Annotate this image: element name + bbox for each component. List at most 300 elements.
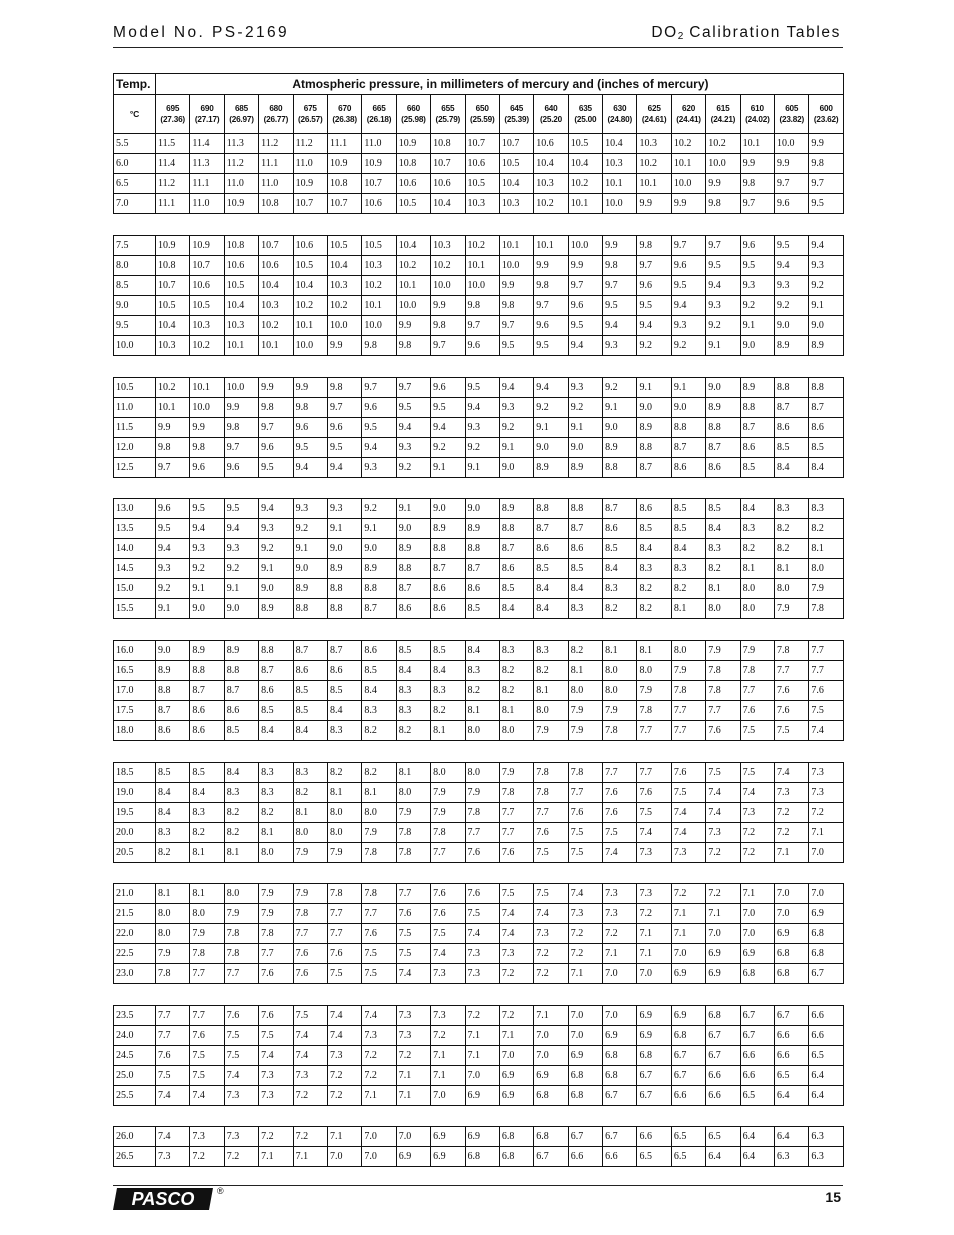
oxygen-value-cell: 6.8 xyxy=(603,1046,637,1066)
oxygen-value-cell: 7.7 xyxy=(706,701,740,721)
calibration-table-block xyxy=(113,377,844,478)
oxygen-value-cell: 7.5 xyxy=(431,924,465,944)
oxygen-value-cell: 8.5 xyxy=(259,701,293,721)
oxygen-value-cell: 8.4 xyxy=(327,701,361,721)
oxygen-value-cell: 7.6 xyxy=(534,823,568,843)
oxygen-value-cell: 9.7 xyxy=(465,316,499,336)
table-row xyxy=(114,1026,844,1046)
oxygen-value-cell: 8.2 xyxy=(327,763,361,783)
oxygen-value-cell: 6.8 xyxy=(603,1066,637,1086)
oxygen-value-cell: 7.4 xyxy=(706,803,740,823)
table-row xyxy=(114,559,844,579)
oxygen-value-cell: 8.5 xyxy=(396,641,430,661)
oxygen-value-cell: 9.5 xyxy=(603,296,637,316)
oxygen-value-cell: 7.1 xyxy=(465,1026,499,1046)
oxygen-value-cell: 11.2 xyxy=(293,134,327,154)
oxygen-value-cell: 10.5 xyxy=(327,236,361,256)
oxygen-value-cell: 9.9 xyxy=(499,276,533,296)
oxygen-value-cell: 7.6 xyxy=(637,783,671,803)
oxygen-value-cell: 8.1 xyxy=(293,803,327,823)
oxygen-value-cell: 9.1 xyxy=(706,336,740,356)
pressure-inches: (24.80) xyxy=(607,115,633,124)
table-row xyxy=(114,236,844,256)
pressure-inches: (25.20 xyxy=(539,115,562,124)
oxygen-value-cell: 10.3 xyxy=(156,336,190,356)
temp-cell: 9.5 xyxy=(114,316,156,336)
oxygen-value-cell: 6.9 xyxy=(534,1066,568,1086)
oxygen-value-cell: 10.4 xyxy=(259,276,293,296)
oxygen-value-cell: 7.5 xyxy=(603,823,637,843)
oxygen-value-cell: 7.0 xyxy=(327,1147,361,1167)
oxygen-value-cell: 7.5 xyxy=(465,904,499,924)
oxygen-value-cell: 8.7 xyxy=(637,458,671,478)
oxygen-value-cell: 10.8 xyxy=(156,256,190,276)
oxygen-value-cell: 7.3 xyxy=(637,843,671,863)
oxygen-value-cell: 8.1 xyxy=(396,763,430,783)
oxygen-value-cell: 6.8 xyxy=(465,1147,499,1167)
oxygen-value-cell: 9.7 xyxy=(775,174,809,194)
oxygen-value-cell: 8.7 xyxy=(603,499,637,519)
oxygen-value-cell: 10.2 xyxy=(637,154,671,174)
oxygen-value-cell: 10.9 xyxy=(293,174,327,194)
oxygen-value-cell: 7.8 xyxy=(465,803,499,823)
oxygen-value-cell: 10.9 xyxy=(396,134,430,154)
oxygen-value-cell: 7.9 xyxy=(671,661,705,681)
oxygen-value-cell: 11.2 xyxy=(156,174,190,194)
oxygen-value-cell: 8.2 xyxy=(499,661,533,681)
oxygen-value-cell: 9.2 xyxy=(568,398,602,418)
oxygen-value-cell: 8.0 xyxy=(156,924,190,944)
oxygen-value-cell: 7.9 xyxy=(637,681,671,701)
oxygen-value-cell: 6.4 xyxy=(809,1086,843,1106)
oxygen-value-cell: 7.0 xyxy=(603,1006,637,1026)
oxygen-value-cell: 10.1 xyxy=(603,174,637,194)
oxygen-value-cell: 11.3 xyxy=(224,134,258,154)
oxygen-value-cell: 6.7 xyxy=(775,1006,809,1026)
oxygen-value-cell: 8.1 xyxy=(190,843,224,863)
oxygen-value-cell: 7.5 xyxy=(156,1066,190,1086)
pressure-inches: (25.00 xyxy=(574,115,597,124)
oxygen-value-cell: 10.1 xyxy=(465,256,499,276)
oxygen-value-cell: 7.0 xyxy=(499,1046,533,1066)
oxygen-value-cell: 6.9 xyxy=(499,1086,533,1106)
oxygen-value-cell: 7.7 xyxy=(499,803,533,823)
oxygen-value-cell: 7.3 xyxy=(431,1006,465,1026)
oxygen-value-cell: 9.0 xyxy=(259,579,293,599)
oxygen-value-cell: 7.4 xyxy=(465,924,499,944)
oxygen-value-cell: 7.8 xyxy=(293,904,327,924)
pressure-inches: (23.62) xyxy=(813,115,839,124)
oxygen-value-cell: 10.7 xyxy=(431,154,465,174)
oxygen-value-cell: 7.3 xyxy=(603,904,637,924)
oxygen-value-cell: 8.6 xyxy=(224,701,258,721)
pressure-column-header xyxy=(362,95,396,134)
oxygen-value-cell: 8.5 xyxy=(637,519,671,539)
oxygen-value-cell: 7.4 xyxy=(775,763,809,783)
oxygen-value-cell: 7.7 xyxy=(775,661,809,681)
table-row xyxy=(114,641,844,661)
temp-cell: 14.5 xyxy=(114,559,156,579)
oxygen-value-cell: 8.9 xyxy=(190,641,224,661)
oxygen-value-cell: 8.0 xyxy=(740,579,774,599)
table-row xyxy=(114,783,844,803)
oxygen-value-cell: 8.5 xyxy=(293,701,327,721)
oxygen-value-cell: 10.1 xyxy=(534,236,568,256)
oxygen-value-cell: 10.6 xyxy=(396,174,430,194)
oxygen-value-cell: 8.1 xyxy=(637,641,671,661)
oxygen-value-cell: 10.2 xyxy=(396,256,430,276)
oxygen-value-cell: 7.0 xyxy=(362,1147,396,1167)
oxygen-value-cell: 8.4 xyxy=(156,783,190,803)
oxygen-value-cell: 7.0 xyxy=(534,1046,568,1066)
oxygen-value-cell: 10.6 xyxy=(259,256,293,276)
oxygen-value-cell: 7.4 xyxy=(706,783,740,803)
oxygen-value-cell: 8.0 xyxy=(224,884,258,904)
oxygen-value-cell: 7.9 xyxy=(775,599,809,619)
oxygen-value-cell: 7.1 xyxy=(431,1066,465,1086)
oxygen-value-cell: 8.2 xyxy=(740,539,774,559)
oxygen-value-cell: 8.9 xyxy=(465,519,499,539)
oxygen-value-cell: 7.3 xyxy=(809,763,843,783)
pressure-inches: (23.82) xyxy=(779,115,804,124)
oxygen-value-cell: 10.2 xyxy=(534,194,568,214)
oxygen-value-cell: 7.2 xyxy=(499,1006,533,1026)
oxygen-value-cell: 8.8 xyxy=(603,458,637,478)
temp-cell: 12.5 xyxy=(114,458,156,478)
oxygen-value-cell: 7.9 xyxy=(431,803,465,823)
oxygen-value-cell: 7.2 xyxy=(706,884,740,904)
oxygen-value-cell: 8.1 xyxy=(362,783,396,803)
oxygen-value-cell: 9.5 xyxy=(465,378,499,398)
oxygen-value-cell: 8.3 xyxy=(603,579,637,599)
pressure-inches: (26.57) xyxy=(297,115,323,124)
table-row xyxy=(114,316,844,336)
oxygen-value-cell: 10.7 xyxy=(156,276,190,296)
table-row xyxy=(114,1147,844,1167)
oxygen-value-cell: 10.5 xyxy=(396,194,430,214)
oxygen-value-cell: 10.6 xyxy=(293,236,327,256)
temp-cell: 13.0 xyxy=(114,499,156,519)
oxygen-value-cell: 10.9 xyxy=(362,154,396,174)
oxygen-value-cell: 8.9 xyxy=(637,418,671,438)
oxygen-value-cell: 7.2 xyxy=(534,944,568,964)
oxygen-value-cell: 9.8 xyxy=(431,316,465,336)
page-number: 15 xyxy=(825,1189,841,1205)
oxygen-value-cell: 7.5 xyxy=(396,924,430,944)
oxygen-value-cell: 8.6 xyxy=(706,458,740,478)
oxygen-value-cell: 9.7 xyxy=(499,316,533,336)
oxygen-value-cell: 10.1 xyxy=(224,336,258,356)
pressure-mm: 615 xyxy=(716,104,730,113)
calibration-table-block xyxy=(113,498,844,619)
oxygen-value-cell: 7.5 xyxy=(259,1026,293,1046)
oxygen-value-cell: 9.0 xyxy=(499,458,533,478)
oxygen-value-cell: 9.4 xyxy=(603,316,637,336)
temp-cell: 9.0 xyxy=(114,296,156,316)
table-row xyxy=(114,194,844,214)
oxygen-value-cell: 8.7 xyxy=(499,539,533,559)
temp-header: Temp. xyxy=(114,74,156,95)
oxygen-value-cell: 8.1 xyxy=(327,783,361,803)
oxygen-value-cell: 8.2 xyxy=(431,701,465,721)
oxygen-value-cell: 8.5 xyxy=(534,559,568,579)
oxygen-value-cell: 7.9 xyxy=(259,884,293,904)
oxygen-value-cell: 7.9 xyxy=(259,904,293,924)
oxygen-value-cell: 6.9 xyxy=(499,1066,533,1086)
temp-cell: 10.5 xyxy=(114,378,156,398)
oxygen-value-cell: 7.5 xyxy=(396,944,430,964)
oxygen-value-cell: 8.0 xyxy=(706,599,740,619)
oxygen-value-cell: 10.0 xyxy=(431,276,465,296)
oxygen-value-cell: 8.8 xyxy=(396,559,430,579)
oxygen-value-cell: 8.1 xyxy=(224,843,258,863)
oxygen-value-cell: 8.8 xyxy=(190,661,224,681)
pressure-header: Atmospheric pressure, in millimeters of mercury and (inches of mercury) xyxy=(156,74,844,95)
oxygen-value-cell: 10.2 xyxy=(671,134,705,154)
oxygen-value-cell: 10.2 xyxy=(362,276,396,296)
oxygen-value-cell: 8.5 xyxy=(224,721,258,741)
oxygen-value-cell: 7.3 xyxy=(396,1026,430,1046)
oxygen-value-cell: 6.7 xyxy=(740,1026,774,1046)
temp-cell: 13.5 xyxy=(114,519,156,539)
oxygen-value-cell: 8.7 xyxy=(293,641,327,661)
oxygen-value-cell: 7.5 xyxy=(190,1066,224,1086)
oxygen-value-cell: 7.2 xyxy=(568,944,602,964)
table-row xyxy=(114,378,844,398)
oxygen-value-cell: 8.0 xyxy=(568,681,602,701)
pressure-inches: (26.77) xyxy=(263,115,289,124)
oxygen-value-cell: 9.0 xyxy=(809,316,843,336)
oxygen-value-cell: 6.7 xyxy=(637,1066,671,1086)
oxygen-value-cell: 9.0 xyxy=(190,599,224,619)
page-title xyxy=(651,24,841,42)
oxygen-value-cell: 10.4 xyxy=(327,256,361,276)
oxygen-value-cell: 7.3 xyxy=(534,924,568,944)
oxygen-value-cell: 10.0 xyxy=(293,336,327,356)
oxygen-value-cell: 7.5 xyxy=(534,843,568,863)
oxygen-value-cell: 7.2 xyxy=(637,904,671,924)
oxygen-value-cell: 6.9 xyxy=(603,1026,637,1046)
temp-cell: 15.5 xyxy=(114,599,156,619)
oxygen-value-cell: 6.7 xyxy=(809,964,843,984)
oxygen-value-cell: 7.5 xyxy=(293,1006,327,1026)
oxygen-value-cell: 7.0 xyxy=(396,1127,430,1147)
oxygen-value-cell: 7.7 xyxy=(603,763,637,783)
oxygen-value-cell: 9.3 xyxy=(603,336,637,356)
oxygen-value-cell: 7.7 xyxy=(327,904,361,924)
oxygen-value-cell: 7.4 xyxy=(568,884,602,904)
temp-cell: 17.0 xyxy=(114,681,156,701)
oxygen-value-cell: 6.9 xyxy=(671,1006,705,1026)
oxygen-value-cell: 6.5 xyxy=(809,1046,843,1066)
temp-cell: 23.0 xyxy=(114,964,156,984)
oxygen-value-cell: 7.8 xyxy=(156,964,190,984)
oxygen-value-cell: 6.5 xyxy=(706,1127,740,1147)
oxygen-value-cell: 9.1 xyxy=(431,458,465,478)
table-row xyxy=(114,701,844,721)
oxygen-value-cell: 10.2 xyxy=(156,378,190,398)
oxygen-value-cell: 9.4 xyxy=(568,336,602,356)
oxygen-value-cell: 9.8 xyxy=(534,276,568,296)
oxygen-value-cell: 8.9 xyxy=(327,559,361,579)
oxygen-value-cell: 7.8 xyxy=(534,783,568,803)
oxygen-value-cell: 7.5 xyxy=(809,701,843,721)
oxygen-value-cell: 8.4 xyxy=(293,721,327,741)
oxygen-value-cell: 7.0 xyxy=(603,964,637,984)
oxygen-value-cell: 6.4 xyxy=(740,1127,774,1147)
oxygen-value-cell: 9.6 xyxy=(568,296,602,316)
oxygen-value-cell: 6.9 xyxy=(396,1147,430,1167)
oxygen-value-cell: 7.0 xyxy=(431,1086,465,1106)
oxygen-value-cell: 6.3 xyxy=(809,1127,843,1147)
pressure-inches: (26.38) xyxy=(332,115,357,124)
oxygen-value-cell: 7.5 xyxy=(740,763,774,783)
temp-cell: 22.5 xyxy=(114,944,156,964)
oxygen-value-cell: 6.8 xyxy=(809,944,843,964)
table-row xyxy=(114,154,844,174)
oxygen-value-cell: 8.6 xyxy=(499,559,533,579)
oxygen-value-cell: 9.1 xyxy=(671,378,705,398)
oxygen-value-cell: 8.0 xyxy=(293,823,327,843)
oxygen-value-cell: 8.8 xyxy=(327,599,361,619)
oxygen-value-cell: 7.0 xyxy=(706,924,740,944)
oxygen-value-cell: 7.8 xyxy=(809,599,843,619)
oxygen-value-cell: 7.4 xyxy=(293,1046,327,1066)
oxygen-value-cell: 9.9 xyxy=(637,194,671,214)
oxygen-value-cell: 7.4 xyxy=(499,924,533,944)
oxygen-value-cell: 9.2 xyxy=(293,519,327,539)
oxygen-value-cell: 7.8 xyxy=(362,843,396,863)
oxygen-value-cell: 7.3 xyxy=(568,904,602,924)
temp-cell: 16.0 xyxy=(114,641,156,661)
oxygen-value-cell: 7.4 xyxy=(327,1006,361,1026)
oxygen-value-cell: 8.3 xyxy=(809,499,843,519)
oxygen-value-cell: 7.5 xyxy=(706,763,740,783)
oxygen-value-cell: 8.2 xyxy=(637,579,671,599)
oxygen-value-cell: 7.4 xyxy=(259,1046,293,1066)
oxygen-value-cell: 9.7 xyxy=(740,194,774,214)
oxygen-value-cell: 7.1 xyxy=(637,924,671,944)
table-row xyxy=(114,904,844,924)
oxygen-value-cell: 10.9 xyxy=(224,194,258,214)
oxygen-value-cell: 8.3 xyxy=(775,499,809,519)
oxygen-value-cell: 8.0 xyxy=(327,803,361,823)
oxygen-value-cell: 6.6 xyxy=(809,1006,843,1026)
oxygen-value-cell: 10.8 xyxy=(327,174,361,194)
pressure-column-header xyxy=(224,95,258,134)
oxygen-value-cell: 7.7 xyxy=(568,783,602,803)
oxygen-value-cell: 7.3 xyxy=(671,843,705,863)
oxygen-value-cell: 8.2 xyxy=(568,641,602,661)
pressure-mm: 640 xyxy=(544,104,558,113)
oxygen-value-cell: 9.1 xyxy=(568,418,602,438)
oxygen-value-cell: 8.7 xyxy=(431,559,465,579)
oxygen-value-cell: 10.0 xyxy=(499,256,533,276)
oxygen-value-cell: 8.2 xyxy=(362,721,396,741)
oxygen-value-cell: 7.1 xyxy=(671,924,705,944)
oxygen-value-cell: 8.9 xyxy=(293,579,327,599)
oxygen-value-cell: 11.2 xyxy=(224,154,258,174)
oxygen-value-cell: 8.7 xyxy=(327,641,361,661)
oxygen-value-cell: 7.5 xyxy=(671,783,705,803)
oxygen-value-cell: 6.8 xyxy=(775,944,809,964)
pressure-column-header xyxy=(465,95,499,134)
table-row xyxy=(114,1006,844,1026)
oxygen-value-cell: 7.5 xyxy=(637,803,671,823)
oxygen-value-cell: 6.5 xyxy=(740,1086,774,1106)
oxygen-value-cell: 9.1 xyxy=(224,579,258,599)
oxygen-value-cell: 8.9 xyxy=(224,641,258,661)
oxygen-value-cell: 7.9 xyxy=(156,944,190,964)
oxygen-value-cell: 8.9 xyxy=(499,499,533,519)
oxygen-value-cell: 7.6 xyxy=(671,763,705,783)
oxygen-value-cell: 9.8 xyxy=(465,296,499,316)
oxygen-value-cell: 8.3 xyxy=(396,701,430,721)
pressure-column-row xyxy=(114,95,844,134)
oxygen-value-cell: 8.4 xyxy=(431,661,465,681)
oxygen-value-cell: 9.4 xyxy=(327,458,361,478)
oxygen-value-cell: 10.6 xyxy=(534,134,568,154)
pressure-column-header xyxy=(775,95,809,134)
oxygen-value-cell: 7.3 xyxy=(603,884,637,904)
oxygen-value-cell: 9.9 xyxy=(603,236,637,256)
oxygen-value-cell: 8.7 xyxy=(362,599,396,619)
oxygen-value-cell: 9.2 xyxy=(775,296,809,316)
temp-cell: 17.5 xyxy=(114,701,156,721)
oxygen-value-cell: 8.6 xyxy=(396,599,430,619)
oxygen-value-cell: 8.1 xyxy=(775,559,809,579)
oxygen-value-cell: 10.0 xyxy=(671,174,705,194)
oxygen-value-cell: 10.2 xyxy=(190,336,224,356)
oxygen-value-cell: 9.5 xyxy=(809,194,843,214)
oxygen-value-cell: 6.6 xyxy=(809,1026,843,1046)
oxygen-value-cell: 7.5 xyxy=(224,1046,258,1066)
header-row xyxy=(114,74,844,95)
oxygen-value-cell: 10.4 xyxy=(156,316,190,336)
oxygen-value-cell: 6.7 xyxy=(637,1086,671,1106)
oxygen-value-cell: 10.6 xyxy=(224,256,258,276)
oxygen-value-cell: 8.6 xyxy=(568,539,602,559)
calibration-table-block xyxy=(113,73,844,214)
oxygen-value-cell: 11.0 xyxy=(293,154,327,174)
registered-mark: ® xyxy=(217,1186,224,1196)
oxygen-value-cell: 8.5 xyxy=(362,661,396,681)
oxygen-value-cell: 7.9 xyxy=(534,721,568,741)
oxygen-value-cell: 9.8 xyxy=(706,194,740,214)
oxygen-value-cell: 11.1 xyxy=(259,154,293,174)
oxygen-value-cell: 6.7 xyxy=(568,1127,602,1147)
table-row xyxy=(114,174,844,194)
oxygen-value-cell: 7.3 xyxy=(190,1127,224,1147)
oxygen-value-cell: 7.4 xyxy=(431,944,465,964)
oxygen-value-cell: 7.7 xyxy=(465,823,499,843)
oxygen-value-cell: 9.8 xyxy=(603,256,637,276)
oxygen-value-cell: 10.6 xyxy=(190,276,224,296)
oxygen-value-cell: 10.3 xyxy=(499,194,533,214)
oxygen-value-cell: 9.5 xyxy=(190,499,224,519)
oxygen-value-cell: 10.2 xyxy=(465,236,499,256)
oxygen-value-cell: 7.8 xyxy=(224,924,258,944)
oxygen-value-cell: 9.4 xyxy=(259,499,293,519)
oxygen-value-cell: 8.8 xyxy=(431,539,465,559)
oxygen-value-cell: 10.1 xyxy=(190,378,224,398)
oxygen-value-cell: 8.1 xyxy=(671,599,705,619)
oxygen-value-cell: 8.5 xyxy=(499,579,533,599)
pressure-column-header xyxy=(499,95,533,134)
oxygen-value-cell: 10.2 xyxy=(293,296,327,316)
oxygen-value-cell: 7.6 xyxy=(740,701,774,721)
oxygen-value-cell: 10.2 xyxy=(568,174,602,194)
